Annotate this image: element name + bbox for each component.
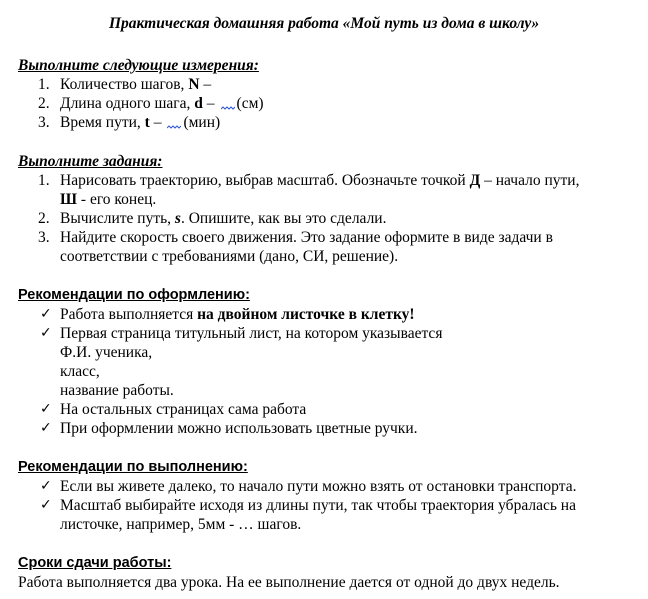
task-item-3: 3. Найдите скорость своего движения. Это задание оформите в виде задачи в соответствии с требованиями (дано, СИ, решение). bbox=[38, 229, 553, 265]
spellcheck-squiggle-icon bbox=[221, 103, 235, 111]
tasks-section bbox=[18, 152, 640, 266]
measurement-item-1: 1. Количество шагов, N – bbox=[38, 76, 212, 93]
checkmark-icon: ✓ bbox=[40, 420, 52, 436]
checkmark-icon: ✓ bbox=[40, 325, 52, 341]
checkmark-icon: ✓ bbox=[40, 306, 52, 322]
execution-section bbox=[18, 458, 640, 534]
deadline-heading: Сроки сдачи работы: bbox=[18, 555, 172, 571]
design-item-4: ✓ При оформлении можно использовать цветные ручки. bbox=[40, 420, 418, 437]
checkmark-icon: ✓ bbox=[40, 497, 52, 513]
tasks-heading: Выполните задания: bbox=[18, 153, 163, 170]
design-item-1: ✓ Работа выполняется на двойном листочке в клетку! bbox=[40, 306, 415, 323]
measurement-item-3: 3. Время пути, t – (мин) bbox=[38, 114, 221, 131]
design-section bbox=[18, 286, 640, 438]
design-item-3: ✓ На остальных страницах сама работа bbox=[40, 401, 307, 418]
task-item-2: 2. Вычислите путь, s. Опишите, как вы это сделали. bbox=[38, 210, 387, 227]
deadline-section bbox=[18, 554, 640, 592]
execution-item-2: ✓ Масштаб выбирайте исходя из длины пути, так чтобы траектория убралась на листочке, например, 5мм - … шагов. bbox=[40, 497, 576, 533]
checkmark-icon: ✓ bbox=[40, 401, 52, 417]
measurements-heading: Выполните следующие измерения: bbox=[18, 57, 259, 74]
measurement-item-2: 2. Длина одного шага, d – (см) bbox=[38, 95, 264, 112]
design-heading: Рекомендации по оформлению: bbox=[18, 287, 250, 303]
deadline-text: Работа выполняется два урока. На ее выполнение дается от одной до двух недель. bbox=[18, 574, 560, 591]
spellcheck-squiggle-icon bbox=[167, 122, 181, 130]
measurements-section bbox=[18, 56, 640, 132]
execution-heading: Рекомендации по выполнению: bbox=[18, 459, 248, 475]
document-title: Практическая домашняя работа «Мой путь из дома в школу» bbox=[108, 15, 540, 32]
checkmark-icon: ✓ bbox=[40, 478, 52, 494]
task-item-1: 1. Нарисовать траекторию, выбрав масштаб. Обозначьте точкой Д – начало пути, Ш - его конец. bbox=[38, 172, 580, 208]
execution-item-1: ✓ Если вы живете далеко, то начало пути можно взять от остановки транспорта. bbox=[40, 478, 577, 495]
design-item-2: ✓ Первая страница титульный лист, на котором указывается Ф.И. ученика, класс, название работы. bbox=[40, 325, 443, 399]
